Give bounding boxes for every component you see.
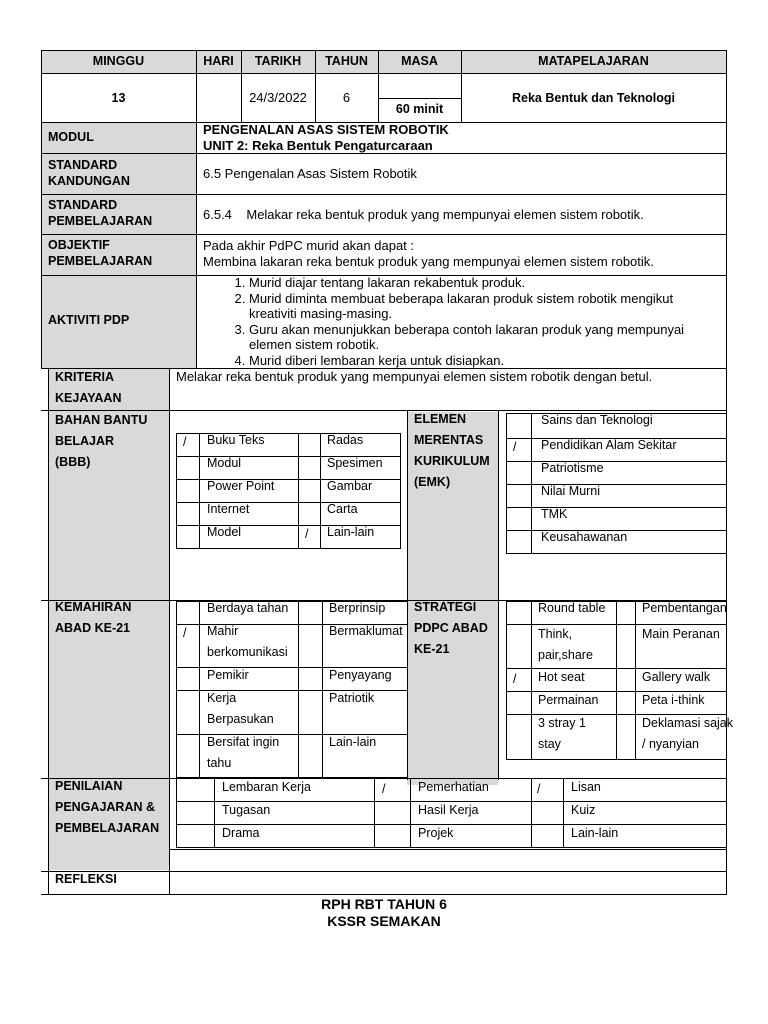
emk-label-4: (EMK) xyxy=(414,475,451,489)
tarikh-value: 24/3/2022 xyxy=(249,90,307,105)
penilaian-item: Lisan xyxy=(571,780,601,794)
penilaian-item: Hasil Kerja xyxy=(418,803,479,817)
strategi-item-cont: stay xyxy=(538,737,561,751)
sp-label-1: STANDARD xyxy=(48,198,118,212)
strategi-label-3: KE-21 xyxy=(414,642,450,656)
emk-label-2: MERENTAS xyxy=(414,433,484,447)
modul-unit: UNIT 2: Reka Bentuk Pengaturcaraan xyxy=(203,138,433,153)
bbb-item: Spesimen xyxy=(327,456,383,470)
emk-item: Sains dan Teknologi xyxy=(541,413,653,427)
aktiviti-item: 1. Murid diajar tentang lakaran rekabentuk produk. xyxy=(249,275,719,291)
kemahiran-item: Mahir xyxy=(207,624,239,638)
aktiviti-item: 3. Guru akan menunjukkan beberapa contoh lakaran produk yang mempunyai elemen sistem robotik. xyxy=(249,322,719,353)
bbb-label-3: (BBB) xyxy=(55,455,91,469)
penilaian-label-3: PEMBELAJARAN xyxy=(55,821,160,835)
kemahiran-item-cont: berkomunikasi xyxy=(207,645,288,659)
penilaian-item: Lembaran Kerja xyxy=(222,780,311,794)
kriteria-value: Melakar reka bentuk produk yang mempunyai elemen sistem robotik dengan betul. xyxy=(176,369,653,384)
strategi-item: Round table xyxy=(538,601,606,615)
penilaian-label-1: PENILAIAN xyxy=(55,779,123,793)
penilaian-item: Lain-lain xyxy=(571,826,619,840)
emk-item: Nilai Murni xyxy=(541,484,601,498)
bbb-item: Radas xyxy=(327,433,364,447)
kemahiran-item: Penyayang xyxy=(329,668,392,682)
kemahiran-item: Lain-lain xyxy=(329,735,377,749)
strategi-item: Permainan xyxy=(538,693,599,707)
bbb-item: Model xyxy=(207,525,242,539)
sk-value: 6.5 Pengenalan Asas Sistem Robotik xyxy=(203,166,417,181)
bbb-mark: / xyxy=(305,527,309,541)
strategi-mark: / xyxy=(513,672,517,686)
kemahiran-item: Berdaya tahan xyxy=(207,601,289,615)
penilaian-item: Tugasan xyxy=(222,803,271,817)
bbb-label-2: BELAJAR xyxy=(55,434,115,448)
modul-title: PENGENALAN ASAS SISTEM ROBOTIK xyxy=(203,122,449,137)
strategi-label-1: STRATEGI xyxy=(414,600,477,614)
bbb-mark: / xyxy=(183,435,187,449)
penilaian-mark: / xyxy=(537,782,541,796)
kriteria-label-2: KEJAYAAN xyxy=(55,391,122,405)
strategi-item: Pembentangan xyxy=(642,601,727,615)
strategi-item-cont: / nyanyian xyxy=(642,737,699,751)
objektif-label-1: OBJEKTIF xyxy=(48,238,110,252)
header-masa: MASA xyxy=(401,54,438,68)
penilaian-item: Projek xyxy=(418,826,454,840)
sp-label-2: PEMBELAJARAN xyxy=(48,214,153,228)
tahun-value: 6 xyxy=(342,90,351,105)
strategi-item: Deklamasi sajak xyxy=(642,716,734,730)
aktiviti-list xyxy=(224,275,719,368)
kemahiran-item: Bersifat ingin xyxy=(207,735,280,749)
emk-item: Pendidikan Alam Sekitar xyxy=(541,438,677,452)
strategi-item-cont: pair,share xyxy=(538,648,593,662)
strategi-item: Gallery walk xyxy=(642,670,711,684)
sp-value: 6.5.4 Melakar reka bentuk produk yang mempunyai elemen sistem robotik. xyxy=(203,207,644,222)
aktiviti-item: 2. Murid diminta membuat beberapa lakaran produk sistem robotik mengikut kreativiti masing-masing. xyxy=(249,291,719,322)
penilaian-label-2: PENGAJARAN & xyxy=(55,800,156,814)
objektif-label-2: PEMBELAJARAN xyxy=(48,254,153,268)
emk-label-3: KURIKULUM xyxy=(414,454,490,468)
kemahiran-item: Berprinsip xyxy=(329,601,386,615)
masa-value: 60 minit xyxy=(395,102,444,116)
header-tahun: TAHUN xyxy=(325,54,368,68)
bbb-label-1: BAHAN BANTU xyxy=(55,413,148,427)
aktiviti-item: 4. Murid diberi lembaran kerja untuk disiapkan. xyxy=(249,353,719,369)
bbb-item: Internet xyxy=(207,502,250,516)
penilaian-item: Drama xyxy=(222,826,260,840)
kemahiran-item: Pemikir xyxy=(207,668,249,682)
kemahiran-item-cont: Berpasukan xyxy=(207,712,274,726)
bbb-item: Lain-lain xyxy=(327,525,375,539)
strategi-item: Main Peranan xyxy=(642,627,720,641)
modul-label: MODUL xyxy=(48,130,94,144)
aktiviti-list-wrap xyxy=(224,275,719,368)
header-tarikh: TARIKH xyxy=(254,54,302,68)
refleksi-label: REFLEKSI xyxy=(55,872,117,886)
emk-item: Keusahawanan xyxy=(541,530,628,544)
bbb-item: Gambar xyxy=(327,479,373,493)
sk-label-1: STANDARD xyxy=(48,158,118,172)
emk-mark: / xyxy=(513,440,517,454)
footer-line-1: RPH RBT TAHUN 6 xyxy=(321,896,447,912)
kriteria-label-1: KRITERIA xyxy=(55,370,115,384)
bbb-item: Buku Teks xyxy=(207,433,265,447)
bbb-item: Carta xyxy=(327,502,358,516)
bbb-item: Modul xyxy=(207,456,242,470)
header-matapelajaran: MATAPELAJARAN xyxy=(538,54,649,68)
bbb-item: Power Point xyxy=(207,479,275,493)
kemahiran-item: Bermaklumat xyxy=(329,624,403,638)
penilaian-mark: / xyxy=(382,782,386,796)
kemahiran-item: Patriotik xyxy=(329,691,375,705)
kemahiran-mark: / xyxy=(183,626,187,640)
kemahiran-item-cont: tahu xyxy=(207,756,232,770)
strategi-item: Peta i-think xyxy=(642,693,705,707)
aktiviti-label: AKTIVITI PDP xyxy=(48,313,130,327)
kemahiran-item: Kerja xyxy=(207,691,237,705)
objektif-line-2: Membina lakaran reka bentuk produk yang mempunyai elemen sistem robotik. xyxy=(203,254,654,269)
header-hari: HARI xyxy=(203,54,234,68)
sk-label-2: KANDUNGAN xyxy=(48,174,130,188)
objektif-line-1: Pada akhir PdPC murid akan dapat : xyxy=(203,238,415,253)
minggu-value: 13 xyxy=(111,91,126,105)
strategi-item: 3 stray 1 xyxy=(538,716,586,730)
strategi-item: Hot seat xyxy=(538,670,585,684)
kemahiran-label-2: ABAD KE-21 xyxy=(55,621,131,635)
strategi-label-2: PDPC ABAD xyxy=(414,621,488,635)
penilaian-item: Pemerhatian xyxy=(418,780,489,794)
footer-line-2: KSSR SEMAKAN xyxy=(327,913,441,929)
emk-label-1: ELEMEN xyxy=(414,412,467,426)
matapelajaran-value: Reka Bentuk dan Teknologi xyxy=(512,91,675,105)
strategi-item: Think, xyxy=(538,627,573,641)
emk-item: Patriotisme xyxy=(541,461,604,475)
penilaian-item: Kuiz xyxy=(571,803,596,817)
kemahiran-label-1: KEMAHIRAN xyxy=(55,600,132,614)
header-minggu: MINGGU xyxy=(92,54,145,68)
emk-item: TMK xyxy=(541,507,568,521)
